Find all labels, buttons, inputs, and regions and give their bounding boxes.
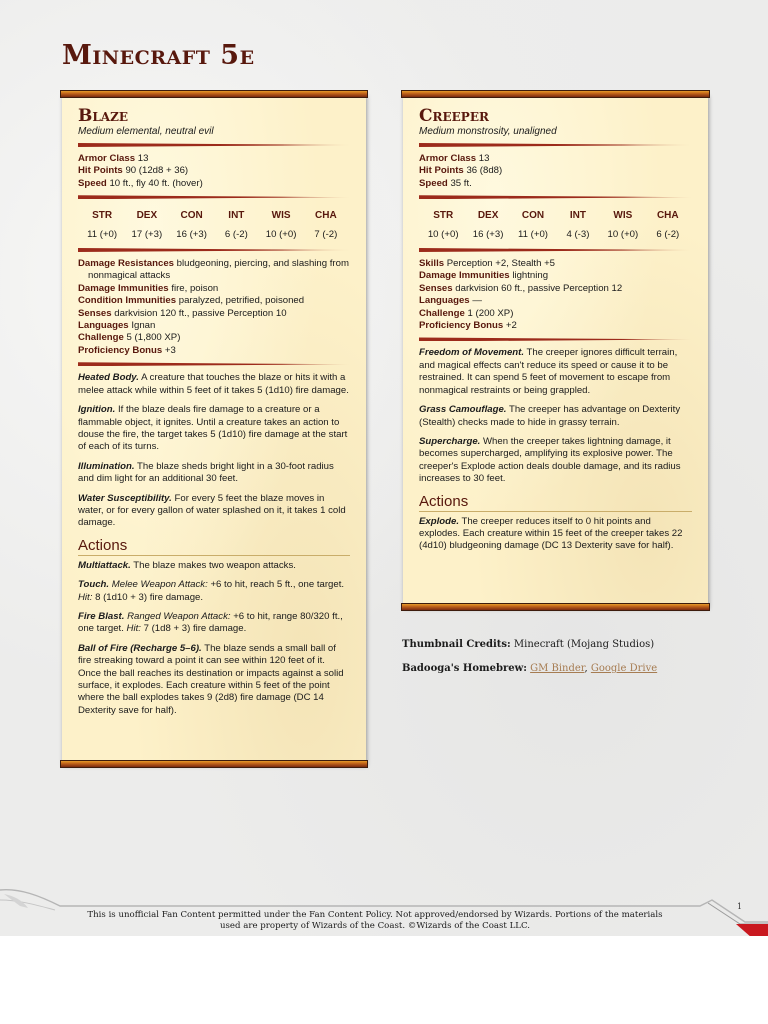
ability-wis: WIS 10 (+0) <box>607 210 639 240</box>
ability-int: INT 6 (-2) <box>224 210 248 240</box>
action-fire-blast: Fire Blast. Ranged Weapon Attack: +6 to hit, range 80/320 ft., one target. Hit: 7 (1d8 + 3) fire damage. <box>78 610 343 635</box>
action-multiattack: Multiattack. The blaze makes two weapon attacks. <box>78 559 296 571</box>
ability-scores <box>419 205 692 243</box>
homebrew-credits: Badooga's Homebrew: GM Binder, Google Drive <box>402 663 658 674</box>
challenge: Challenge 5 (1,800 XP) <box>78 332 181 344</box>
ability-int: INT 4 (-3) <box>566 210 590 240</box>
thumbnail-credits: Thumbnail Credits: Minecraft (Mojang Studios) <box>402 639 655 650</box>
ability-dex: DEX 17 (+3) <box>131 210 163 240</box>
ability-dex: DEX 16 (+3) <box>472 210 504 240</box>
hit-points: Hit Points 90 (12d8 + 36) <box>78 165 189 177</box>
google-drive-link[interactable]: Google Drive <box>590 663 658 674</box>
monster-name: Creeper <box>419 106 489 126</box>
languages: Languages Ignan <box>78 320 156 332</box>
monster-type: Medium elemental, neutral evil <box>78 126 214 137</box>
proficiency-bonus: Proficiency Bonus +3 <box>78 344 176 356</box>
ability-scores <box>78 205 350 243</box>
tapered-rule <box>78 143 350 147</box>
damage-immunities: Damage Immunities lightning <box>419 270 549 282</box>
speed: Speed 35 ft. <box>419 177 472 189</box>
ability-cha: CHA 7 (-2) <box>314 210 338 240</box>
trait-illumination: Illumination. The blaze sheds bright light in a 30-foot radius and dim light for an additional 30 feet. <box>78 460 334 485</box>
damage-immunities: Damage Immunities fire, poison <box>78 282 219 294</box>
trait-ignition: Ignition. If the blaze deals fire damage to a creature or a flammable object, it ignites. Until a creature takes an action to douse the fire, the target takes 5 (1d10) fire damage at the start of each of its turns. <box>78 404 348 453</box>
trait-heated-body: Heated Body. A creature that touches the blaze or hits it with a melee attack while within 5 feet of it takes 5 (1d10) fire damage. <box>78 372 349 396</box>
ability-cha: CHA 6 (-2) <box>656 210 680 240</box>
tapered-rule <box>419 248 692 252</box>
action-ball-of-fire: Ball of Fire (Recharge 5–6). The blaze sends a small ball of fire streaking toward a point it can see within 120 feet of it. Once the ball reaches its destination or impacts against a solid surface, it explodes. Each creature within 5 feet of the point where the ball explodes takes 9 (2d8) fire damage (DC 14 Dexterity save for half). <box>78 642 344 716</box>
viewer-background <box>0 936 768 1024</box>
hit-points: Hit Points 36 (8d8) <box>419 165 503 177</box>
fan-content-notice: This is unofficial Fan Content permitted under the Fan Content Policy. Not approved/endorsed by Wizards. Portions of the materials used are property of Wizards of the Coast. ©Wizards of the Coast LLC. <box>87 910 663 931</box>
actions-heading: Actions <box>419 493 692 512</box>
armor-class: Armor Class 13 <box>78 153 149 164</box>
page-number: 1 <box>737 902 743 911</box>
monster-name: Blaze <box>78 106 129 126</box>
senses: Senses darkvision 60 ft., passive Perception 12 <box>419 282 623 294</box>
challenge: Challenge 1 (200 XP) <box>419 307 514 319</box>
trait-water-susceptibility: Water Susceptibility. For every 5 feet the blaze moves in water, or for every gallon of water splashed on it, it takes 1 cold damage. <box>78 492 346 529</box>
monster-type: Medium monstrosity, unaligned <box>419 126 557 137</box>
action-touch: Touch. Melee Weapon Attack: +6 to hit, reach 5 ft., one target. Hit: 8 (1d10 + 3) fire damage. <box>78 579 345 603</box>
ability-str: STR 11 (+0) <box>87 210 118 240</box>
skills: Skills Perception +2, Stealth +5 <box>419 258 556 270</box>
speed: Speed 10 ft., fly 40 ft. (hover) <box>78 177 203 189</box>
stat-block-blaze <box>62 94 366 764</box>
gm-binder-link[interactable]: GM Binder <box>530 663 585 674</box>
condition-immunities: Condition Immunities paralyzed, petrified, poisoned <box>78 295 305 307</box>
document-title: Minecraft 5e <box>62 40 255 71</box>
trait-supercharge: Supercharge. When the creeper takes lightning damage, it becomes supercharged, amplifying its explosive power. The creeper's Explode action deals double damage, and its radius increases to 30 feet. <box>419 435 681 485</box>
proficiency-bonus: Proficiency Bonus +2 <box>419 320 517 332</box>
ability-wis: WIS 10 (+0) <box>265 210 297 240</box>
tapered-rule <box>419 143 692 147</box>
languages: Languages — <box>419 295 482 307</box>
ability-con: CON 11 (+0) <box>518 210 548 240</box>
ability-str: STR 10 (+0) <box>427 210 459 240</box>
stat-block-creeper <box>403 94 708 607</box>
action-explode: Explode. The creeper reduces itself to 0 hit points and explodes. Each creature within 15 feet of the creeper takes 22 (4d10) bludgeoning damage (DC 13 Dexterity save for half). <box>419 515 683 552</box>
actions-heading: Actions <box>78 537 350 556</box>
tapered-rule <box>78 195 350 199</box>
trait-freedom-of-movement: Freedom of Movement. The creeper ignores difficult terrain, and magical effects can't reduce its speed or cause it to be restrained. It can spend 5 feet of movement to escape from nonmagical restraints or being grappled. <box>419 347 678 396</box>
ability-con: CON 16 (+3) <box>176 210 207 240</box>
damage-resistances: Damage Resistances bludgeoning, piercing, and slashing from nonmagical attacks <box>78 258 349 282</box>
tapered-rule <box>78 362 350 366</box>
senses: Senses darkvision 120 ft., passive Perception 10 <box>78 307 287 319</box>
trait-grass-camouflage: Grass Camouflage. The creeper has advantage on Dexterity (Stealth) checks made to hide in grassy terrain. <box>419 404 681 428</box>
tapered-rule <box>78 248 350 252</box>
tapered-rule <box>419 337 692 341</box>
armor-class: Armor Class 13 <box>419 153 490 164</box>
tapered-rule <box>419 195 692 199</box>
